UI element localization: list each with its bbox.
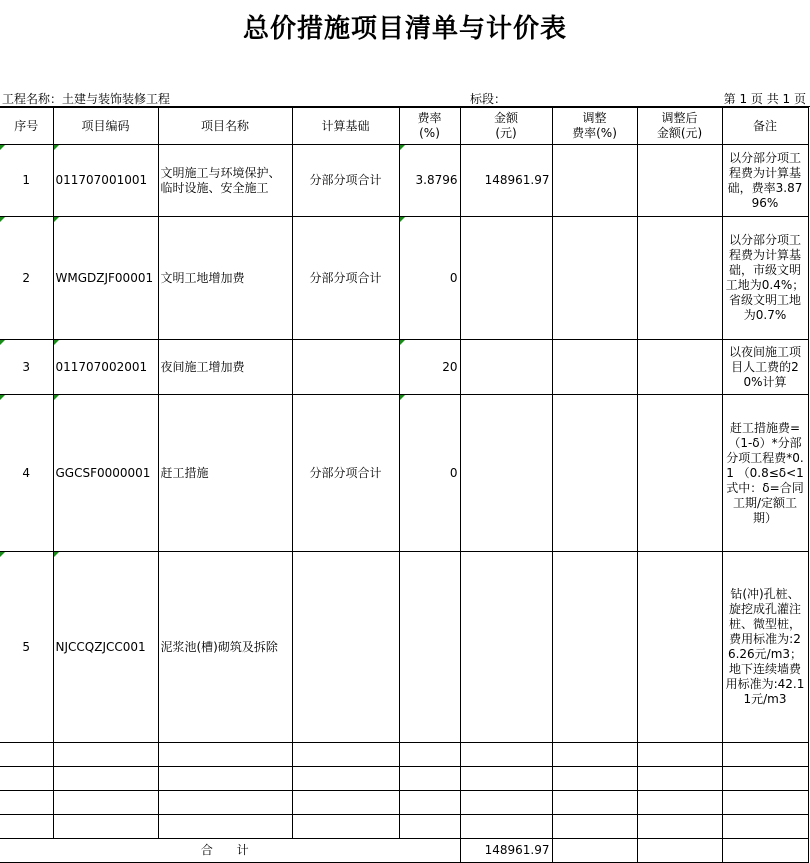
empty-cell (53, 791, 158, 815)
row-amount (460, 217, 552, 340)
measures-table (0, 107, 809, 863)
empty-cell (722, 743, 808, 767)
row-name: 夜间施工增加费 (158, 340, 292, 395)
row-adj-amount (637, 340, 722, 395)
header-adj-rate: 调整 费率(%) (552, 108, 637, 145)
row-adj-amount (637, 395, 722, 552)
section-label: 标段： (470, 92, 507, 106)
empty-cell (637, 743, 722, 767)
empty-row (0, 767, 808, 791)
row-amount (460, 340, 552, 395)
total-label: 合 计 (0, 839, 460, 863)
empty-cell (460, 815, 552, 839)
empty-cell (292, 743, 399, 767)
header-note: 备注 (722, 108, 808, 145)
page-title: 总价措施项目清单与计价表 (242, 14, 567, 44)
row-code: 011707001001 (53, 145, 158, 217)
row-name: 赶工措施 (158, 395, 292, 552)
header-base: 计算基础 (292, 108, 399, 145)
table-row (0, 395, 808, 552)
empty-row (0, 815, 808, 839)
empty-row (0, 743, 808, 767)
empty-cell (637, 767, 722, 791)
row-adj-rate (552, 340, 637, 395)
empty-cell (399, 767, 460, 791)
row-adj-amount (637, 145, 722, 217)
header-name: 项目名称 (158, 108, 292, 145)
empty-cell (158, 767, 292, 791)
row-note: 赶工措施费=（1-δ）*分部分项工程费*0.1 （0.8≤δ<1 式中：δ=合同工期/定额工期） (722, 395, 808, 552)
row-no: 5 (0, 552, 53, 743)
row-name: 泥浆池(槽)砌筑及拆除 (158, 552, 292, 743)
row-rate (399, 552, 460, 743)
row-base: 分部分项合计 (292, 395, 399, 552)
empty-cell (637, 839, 722, 863)
row-no: 4 (0, 395, 53, 552)
empty-cell (552, 767, 637, 791)
row-rate: 20 (399, 340, 460, 395)
table-row (0, 340, 808, 395)
row-rate: 0 (399, 217, 460, 340)
empty-cell (552, 815, 637, 839)
empty-cell (460, 791, 552, 815)
empty-cell (399, 743, 460, 767)
empty-cell (158, 743, 292, 767)
table-row (0, 217, 808, 340)
empty-cell (460, 767, 552, 791)
table-row (0, 552, 808, 743)
row-code: 011707002001 (53, 340, 158, 395)
row-adj-amount (637, 217, 722, 340)
empty-cell (552, 791, 637, 815)
header-no: 序号 (0, 108, 53, 145)
row-code: GGCSF0000001 (53, 395, 158, 552)
header-rate: 费率 (%) (399, 108, 460, 145)
row-adj-rate (552, 145, 637, 217)
empty-cell (722, 839, 808, 863)
row-amount (460, 395, 552, 552)
row-amount (460, 552, 552, 743)
empty-row (0, 791, 808, 815)
row-note: 以夜间施工项目人工费的20%计算 (722, 340, 808, 395)
row-no: 3 (0, 340, 53, 395)
row-base (292, 340, 399, 395)
total-amount: 148961.97 (460, 839, 552, 863)
row-note: 钻(冲)孔桩、旋挖成孔灌注桩、微型桩，费用标准为:26.26元/m3； 地下连续墙费用标准为:42.11元/m3 (722, 552, 808, 743)
row-note: 以分部分项工程费为计算基础，费率3.8796% (722, 145, 808, 217)
row-rate: 3.8796 (399, 145, 460, 217)
empty-cell (399, 815, 460, 839)
empty-cell (292, 791, 399, 815)
empty-cell (722, 767, 808, 791)
empty-cell (637, 791, 722, 815)
empty-cell (0, 743, 53, 767)
row-name: 文明施工与环境保护、临时设施、安全施工 (158, 145, 292, 217)
row-name: 文明工地增加费 (158, 217, 292, 340)
page-info: 第 1 页 共 1 页 (723, 92, 806, 106)
row-adj-rate (552, 395, 637, 552)
empty-cell (552, 743, 637, 767)
empty-cell (53, 767, 158, 791)
empty-cell (53, 743, 158, 767)
empty-cell (158, 791, 292, 815)
empty-cell (399, 791, 460, 815)
empty-cell (292, 767, 399, 791)
header-amount: 金额 (元) (460, 108, 552, 145)
empty-cell (552, 839, 637, 863)
row-no: 1 (0, 145, 53, 217)
row-amount: 148961.97 (460, 145, 552, 217)
header-code: 项目编码 (53, 108, 158, 145)
total-row (0, 839, 808, 863)
table-header-row (0, 108, 808, 145)
project-name: 工程名称：土建与装饰装修工程 (2, 92, 171, 106)
row-code: NJCCQZJCC001 (53, 552, 158, 743)
row-adj-rate (552, 217, 637, 340)
empty-cell (0, 815, 53, 839)
empty-cell (292, 815, 399, 839)
empty-cell (722, 791, 808, 815)
empty-cell (0, 791, 53, 815)
row-code: WMGDZJF00001 (53, 217, 158, 340)
header-adj-amount: 调整后 金额(元) (637, 108, 722, 145)
empty-cell (158, 815, 292, 839)
row-rate: 0 (399, 395, 460, 552)
row-no: 2 (0, 217, 53, 340)
row-base: 分部分项合计 (292, 145, 399, 217)
empty-cell (460, 743, 552, 767)
row-adj-amount (637, 552, 722, 743)
row-note: 以分部分项工程费为计算基础，市级文明工地为0.4%；省级文明工地为0.7% (722, 217, 808, 340)
empty-cell (0, 767, 53, 791)
empty-cell (637, 815, 722, 839)
row-base (292, 552, 399, 743)
empty-cell (53, 815, 158, 839)
table-row (0, 145, 808, 217)
empty-cell (722, 815, 808, 839)
row-adj-rate (552, 552, 637, 743)
row-base: 分部分项合计 (292, 217, 399, 340)
